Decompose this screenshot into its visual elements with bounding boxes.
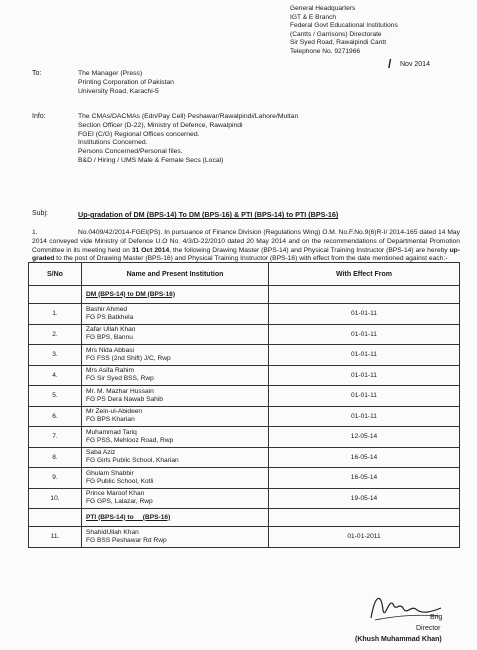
row-effect-date: 01-01-11 (269, 304, 460, 325)
person-name: Mrs Nida Abbasi (86, 346, 135, 354)
header-name: Name and Present Institution (82, 263, 269, 286)
letterhead-line: (Cantts / Garrisons) Directorate (290, 30, 382, 38)
row-serial: 5. (29, 386, 82, 407)
row-name-institution (82, 527, 269, 548)
signatory-name: (Khush Muhammad Khan) (355, 636, 442, 643)
institution-name: FG PS Dera Nawab Sahib (86, 395, 163, 403)
letter-date (388, 57, 430, 71)
to-label: To: (32, 70, 42, 77)
table-row (29, 406, 460, 427)
institution-name: FG BPS, Bannu (86, 334, 133, 342)
table-row (29, 488, 460, 509)
body-paragraph (32, 229, 460, 264)
row-serial: 9. (29, 468, 82, 489)
section-title: DM (BPS-14) to DM (BPS-16) (86, 290, 176, 298)
row-effect-date: 01-01-11 (269, 345, 460, 366)
header-sno: S/No (29, 263, 82, 286)
row-serial: 4. (29, 365, 82, 386)
row-serial: 3. (29, 345, 82, 366)
row-serial: 7. (29, 427, 82, 448)
row-effect-date: 12-05-14 (269, 427, 460, 448)
institution-name: FG FSS (2nd Shift) J/C, Rwp (86, 354, 171, 362)
person-name: Ghulam Shabbir (86, 469, 134, 477)
row-effect-date: 01-01-11 (269, 365, 460, 386)
table-row (29, 427, 460, 448)
row-effect-date: 19-05-14 (269, 488, 460, 509)
table-row (29, 324, 460, 345)
row-serial: 2. (29, 324, 82, 345)
info-label: Info: (32, 113, 46, 120)
date-handwritten-mark: / (388, 57, 392, 71)
upgraded-term: up-graded (32, 246, 460, 263)
letterhead-line: Federal Govt Educational Institutions (290, 22, 398, 30)
upgradation-table (28, 262, 460, 548)
letterhead-line: Telephone No. 9271966 (290, 47, 361, 55)
row-serial: 8. (29, 447, 82, 468)
table-row (29, 365, 460, 386)
row-name-institution (82, 345, 269, 366)
row-serial: 11. (29, 527, 82, 548)
paragraph-text: , the following Drawing Master (BPS-14) and Physical Training Instructor (BPS-14) are hereby (169, 246, 450, 254)
row-serial: 6. (29, 406, 82, 427)
signatory-rank: Brig (430, 614, 443, 621)
row-name-institution (82, 468, 269, 489)
row-serial: 10. (29, 488, 82, 509)
institution-name: FG Public School, Kotli (86, 477, 154, 485)
row-name-institution (82, 365, 269, 386)
info-line: Persons Concerned/Personal files. (78, 148, 183, 156)
row-effect-date: 01-01-11 (269, 324, 460, 345)
row-name-institution (82, 447, 269, 468)
row-effect-date: 01-01-11 (269, 386, 460, 407)
letterhead-line: IGT & E Branch (290, 13, 337, 21)
person-name: Mr. M. Mazhar Hussain (86, 387, 154, 395)
institution-name: FG GPS, Lalazar, Rwp (86, 498, 153, 506)
row-effect-date: 16-05-14 (269, 447, 460, 468)
table-row (29, 527, 460, 548)
row-name-institution (82, 324, 269, 345)
institution-name: FG BPS Kharian (86, 416, 135, 424)
table-header-row (29, 263, 460, 286)
row-effect-date: 01-01-2011 (269, 527, 460, 548)
info-line: B&D / Hiring / UMS Male & Female Secs (Local) (78, 156, 224, 164)
row-name-institution (82, 406, 269, 427)
table-row (29, 304, 460, 325)
row-name-institution (82, 427, 269, 448)
paragraph-text: No.0409/42/2014-FGEI(PS). In pursuance of Finance Division (Regulations Wing) O.M. No.F.No.9(6)R-I/ 2014-165 dated 14 May 2014 conveyed vide Ministry of Defence U.O No. 4/3/D-22/2010 dated 20 May 2014 and on the recommendations of Departmental Promotion Committee in its meeting held on (32, 229, 460, 254)
institution-name: FG PS Batkhela (86, 313, 134, 321)
info-list (78, 113, 298, 166)
letterhead-line: General Headquarters (290, 5, 356, 12)
institution-name: FG PSS, Mehlooz Road, Rwp (86, 436, 174, 444)
subject-label: Subj: (32, 210, 48, 217)
person-name: Bashir Ahmed (86, 305, 128, 313)
row-effect-date: 01-01-11 (269, 406, 460, 427)
letterhead-line: Sir Syed Road, Rawalpindi Cantt (290, 39, 387, 47)
to-line: University Road, Karachi-5 (78, 87, 159, 95)
person-name: Prince Maroof Khan (86, 490, 145, 498)
row-name-institution (82, 304, 269, 325)
info-line: Institutions Concerned. (78, 139, 148, 147)
date-text: Nov 2014 (400, 61, 430, 68)
table-row (29, 468, 460, 489)
letterhead (290, 5, 398, 57)
info-line: Section Officer (D-22), Ministry of Defence, Rawalpindi (78, 121, 243, 129)
person-name: Zafar Ullah Khan (86, 326, 136, 334)
person-name: ShahidUllah Khan (86, 528, 139, 536)
person-name: Mrs Asifa Rahim (86, 367, 134, 375)
row-effect-date: 16-05-14 (269, 468, 460, 489)
table-row (29, 447, 460, 468)
info-line: FGEI (C/G) Regional Offices concerned. (78, 130, 200, 138)
institution-name: FG Girls Public School, Kharian (86, 457, 179, 465)
row-name-institution (82, 488, 269, 509)
to-line: Printing Corporation of Pakistan (78, 78, 174, 86)
subject-text: Up-gradation of DM (BPS-14) To DM (BPS-16) & PTI (BPS-14) to PTI (BPS-16) (78, 210, 339, 219)
row-name-institution (82, 386, 269, 407)
table-row (29, 345, 460, 366)
person-name: Mr Zein-ul-Abideen (86, 408, 143, 416)
section-row-dm (29, 286, 460, 304)
paragraph-number: 1. (32, 229, 38, 236)
header-effect-date: With Effect From (269, 263, 460, 286)
signatory-designation: Director (416, 625, 441, 632)
paragraph-text: to the post of Drawing Master (BPS-16) and Physical Training Instructor (BPS-16) with effect from the date mentioned against each:- (54, 255, 448, 263)
person-name: Saba Aziz (86, 449, 116, 457)
section-row-pti (29, 509, 460, 527)
info-line: The CMAs/DACMAs (Edn/Pay Cell) Peshawar/Rawalpindi/Lahore/Multan (78, 113, 299, 120)
to-address (78, 70, 174, 96)
institution-name: FG BSS Peshawar Rd Rwp (86, 536, 167, 544)
meeting-date: 31 Oct 2014 (131, 246, 170, 254)
section-title: PTI (BPS-14) to (BPS-16) (86, 513, 171, 521)
row-serial: 1. (29, 304, 82, 325)
person-name: Muhammad Tariq (86, 428, 137, 436)
to-line: The Manager (Press) (78, 70, 143, 77)
table-row (29, 386, 460, 407)
institution-name: FG Sir Syed BSS, Rwp (86, 375, 154, 383)
